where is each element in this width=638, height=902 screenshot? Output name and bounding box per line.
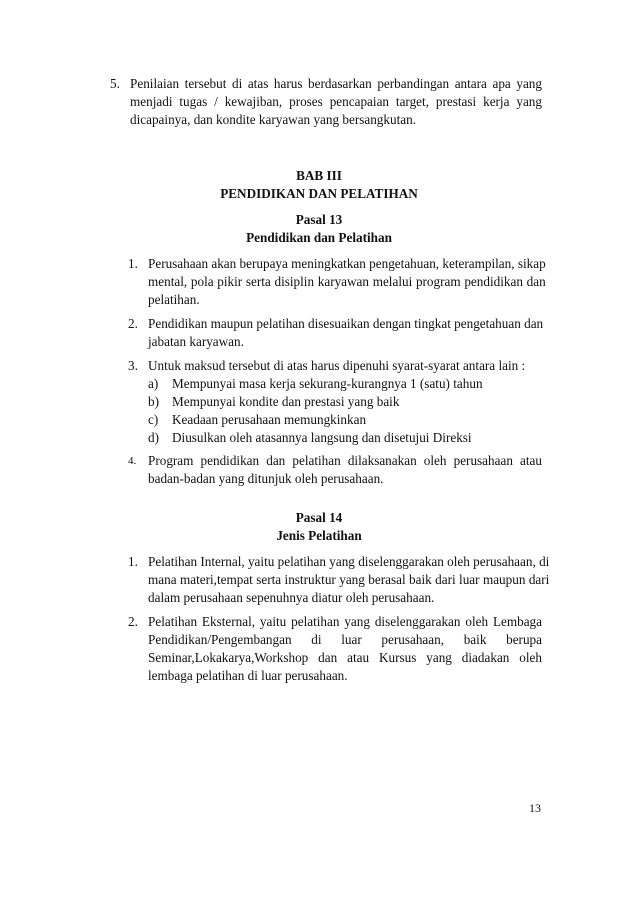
sub-item-text: Mempunyai masa kerja sekurang-kurangnya 1 (satu) tahun bbox=[172, 376, 483, 391]
text-line: Seminar,Lokakarya,Workshop dan atau Kursus yang diadakan oleh bbox=[148, 650, 542, 665]
text-line: mana materi,tempat serta instruktur yang berasal baik dari luar maupun dari bbox=[148, 572, 550, 587]
item-number: 3. bbox=[128, 358, 138, 373]
item-text bbox=[148, 315, 543, 351]
sub-item bbox=[148, 429, 472, 447]
sub-item-text: Mempunyai kondite dan prestasi yang baik bbox=[172, 394, 400, 409]
item-text bbox=[148, 255, 546, 309]
text-line: badan-badan yang ditunjuk oleh perusahaan. bbox=[148, 471, 384, 486]
sub-item-text: Keadaan perusahaan memungkinkan bbox=[172, 412, 367, 427]
sub-item bbox=[148, 375, 483, 393]
text-line: lembaga pelatihan di luar perusahaan. bbox=[148, 668, 348, 683]
item-number: 5. bbox=[110, 76, 120, 91]
article-heading: Pasal 14 bbox=[295, 510, 343, 525]
item-number: 2. bbox=[128, 316, 138, 331]
text-line: mental, pola pikir serta disiplin karyawan melalui program pendidikan dan bbox=[148, 274, 546, 289]
item-text bbox=[148, 613, 542, 685]
item-text bbox=[148, 452, 542, 488]
text-line: Perusahaan akan berupaya meningkatkan pengetahuan, keterampilan, sikap bbox=[148, 256, 546, 271]
item-number: 2. bbox=[128, 614, 138, 629]
list-item bbox=[128, 315, 542, 351]
item-number: 1. bbox=[128, 256, 138, 271]
item-text bbox=[148, 553, 549, 607]
text-line: Pendidikan/Pengembangan di luar perusahaan, baik berupa bbox=[148, 632, 542, 647]
text-line: Pelatihan Eksternal, yaitu pelatihan yang diselenggarakan oleh Lembaga bbox=[148, 614, 542, 629]
sub-item-text: Diusulkan oleh atasannya langsung dan disetujui Direksi bbox=[172, 430, 472, 445]
text-line: jabatan karyawan. bbox=[148, 334, 244, 349]
page-number: 13 bbox=[529, 801, 541, 815]
item-number: 4. bbox=[128, 455, 137, 467]
article-title: Pendidikan dan Pelatihan bbox=[246, 230, 392, 245]
sub-item bbox=[148, 393, 399, 411]
list-item bbox=[128, 452, 542, 488]
text-line: Untuk maksud tersebut di atas harus dipenuhi syarat-syarat antara lain : bbox=[148, 358, 526, 373]
article-heading: Pasal 13 bbox=[295, 212, 343, 227]
list-item bbox=[128, 613, 542, 685]
list-item bbox=[128, 357, 542, 375]
sub-item-letter: c) bbox=[148, 412, 159, 427]
sub-item bbox=[148, 411, 366, 429]
chapter-title: PENDIDIKAN DAN PELATIHAN bbox=[220, 186, 418, 201]
text-line: menjadi tugas / kewajiban, proses pencapaian target, prestasi kerja yang bbox=[130, 94, 542, 109]
list-item bbox=[128, 553, 550, 607]
item-number: 1. bbox=[128, 554, 138, 569]
text-line: Pendidikan maupun pelatihan disesuaikan dengan tingkat pengetahuan dan bbox=[148, 316, 544, 331]
sub-item-letter: b) bbox=[148, 394, 159, 409]
article-title: Jenis Pelatihan bbox=[276, 528, 362, 543]
list-item bbox=[128, 255, 546, 309]
sub-item-letter: a) bbox=[148, 376, 159, 391]
list-item bbox=[110, 75, 542, 129]
text-line: dicapainya, dan kondite karyawan yang bersangkutan. bbox=[130, 112, 416, 127]
text-line: Program pendidikan dan pelatihan dilaksanakan oleh perusahaan atau bbox=[148, 453, 542, 468]
text-line: pelatihan. bbox=[148, 292, 200, 307]
item-text bbox=[130, 75, 542, 129]
sub-item-letter: d) bbox=[148, 430, 159, 445]
item-text bbox=[148, 357, 542, 375]
text-line: Penilaian tersebut di atas harus berdasarkan perbandingan antara apa yang bbox=[130, 76, 542, 91]
text-line: Pelatihan Internal, yaitu pelatihan yang diselenggarakan oleh perusahaan, di bbox=[148, 554, 550, 569]
chapter-number: BAB III bbox=[296, 168, 342, 183]
text-line: dalam perusahaan sepenuhnya diatur oleh perusahaan. bbox=[148, 590, 435, 605]
